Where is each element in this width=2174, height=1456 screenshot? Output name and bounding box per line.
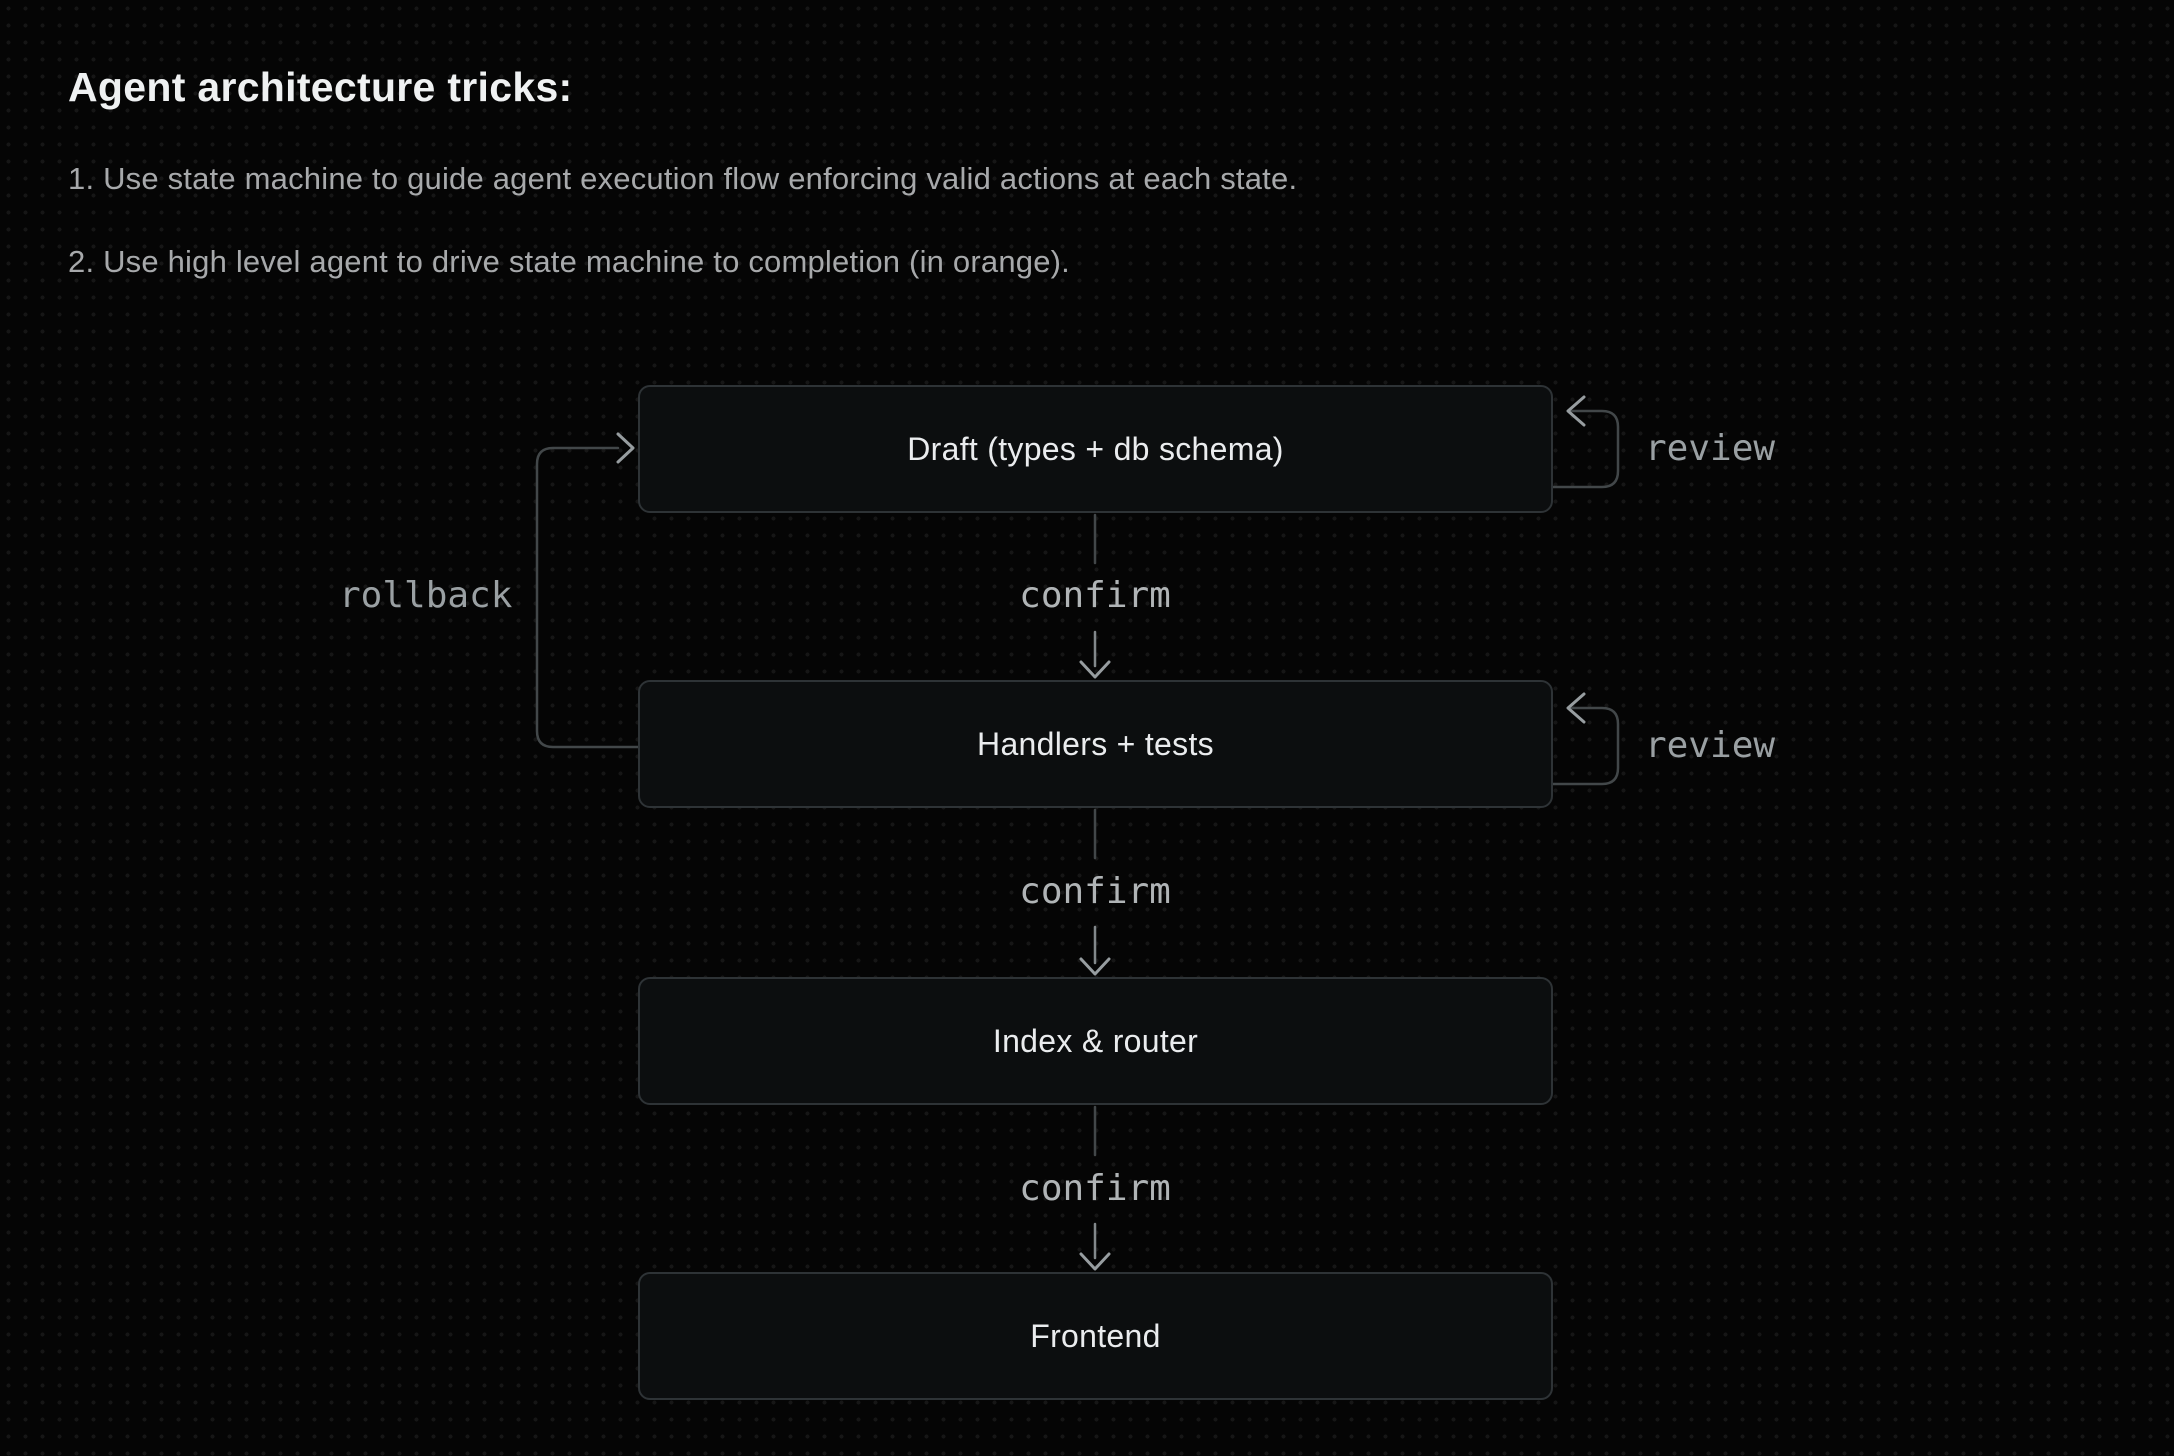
edge-label-review-2: review xyxy=(1645,725,1776,766)
review-loop-2 xyxy=(1553,708,1618,784)
review-loop-1 xyxy=(1553,411,1618,487)
flow-node-frontend-label: Frontend xyxy=(1030,1317,1161,1354)
edge-label-confirm-1: confirm xyxy=(1019,575,1171,616)
flow-node-index-router xyxy=(638,977,1553,1105)
flow-node-draft xyxy=(638,385,1553,513)
edge-label-review-1: review xyxy=(1645,428,1776,469)
edge-label-confirm-3: confirm xyxy=(1019,1168,1171,1209)
rollback-arrow xyxy=(537,448,638,747)
rollback-arrowhead-icon xyxy=(618,434,633,462)
page-title: Agent architecture tricks: xyxy=(68,64,573,110)
flow-node-draft-label: Draft (types + db schema) xyxy=(907,430,1284,467)
edge-label-rollback: rollback xyxy=(339,575,513,616)
flow-node-handlers-tests xyxy=(638,680,1553,808)
note-1: 1. Use state machine to guide agent execution flow enforcing valid actions at each state. xyxy=(68,161,1298,196)
flow-node-handlers-tests-label: Handlers + tests xyxy=(977,725,1214,762)
flow-node-index-router-label: Index & router xyxy=(992,1022,1199,1059)
flow-node-frontend xyxy=(638,1272,1553,1400)
note-2: 2. Use high level agent to drive state machine to completion (in orange). xyxy=(68,244,1070,279)
edge-label-confirm-2: confirm xyxy=(1019,871,1171,912)
